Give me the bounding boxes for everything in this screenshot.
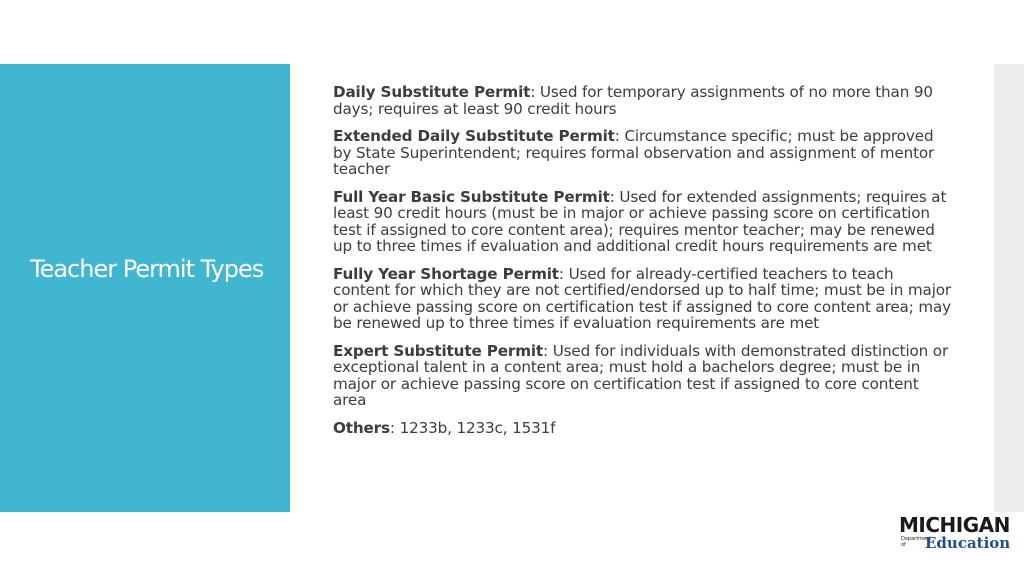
- side-strip: [994, 64, 1024, 512]
- title-panel: [0, 64, 290, 512]
- permit-description: : Used for individuals with demonstrated distinction or exceptional talent in a content area; must hold a bachelors degree; must be in major or achieve passing score on certification test if assigned to core content area: [333, 341, 949, 409]
- logo-michigan-text: MICHIGAN: [899, 513, 1010, 537]
- logo-department-text: Department of: [901, 536, 932, 548]
- permit-description: : Used for extended assignments; requires at least 90 credit hours (must be in major or achieve passing score on certification test if assigned to core content area); requires mentor teacher; may be renewed up to three times if evaluation and additional credit hours requirements are met: [333, 187, 947, 255]
- permit-description: : Circumstance specific; must be approved by State Superintendent; requires formal observation and assignment of mentor teacher: [333, 127, 935, 178]
- permit-description: : Used for temporary assignments of no more than 90 days; requires at least 90 credit hours: [333, 83, 933, 118]
- permit-name: Fully Year Shortage Permit: [333, 264, 559, 283]
- permit-item: [333, 420, 953, 437]
- permit-name: Full Year Basic Substitute Permit: [333, 187, 610, 206]
- permit-item: [333, 266, 953, 332]
- permit-item: [333, 343, 953, 409]
- permit-name: Extended Daily Substitute Permit: [333, 127, 615, 145]
- logo-education-text: Education: [925, 534, 1011, 552]
- permit-description: : Used for already-certified teachers to teach content for which they are not certified/endorsed up to half time; must be in major or achieve passing score on certification test if assigned to core content area; may be renewed up to three times if evaluation requirements are met: [333, 264, 951, 332]
- permit-name: Expert Substitute Permit: [333, 341, 544, 360]
- permit-name: Daily Substitute Permit: [333, 83, 531, 101]
- mde-logo: [897, 511, 1011, 555]
- permit-item: [333, 128, 953, 178]
- permit-description: : 1233b, 1233c, 1531f: [389, 418, 556, 437]
- permit-item: [333, 189, 953, 255]
- permit-list: [333, 84, 953, 447]
- slide-title: Teacher Permit Types: [30, 255, 264, 283]
- permit-name: Others: [333, 418, 390, 437]
- permit-item: [333, 84, 953, 117]
